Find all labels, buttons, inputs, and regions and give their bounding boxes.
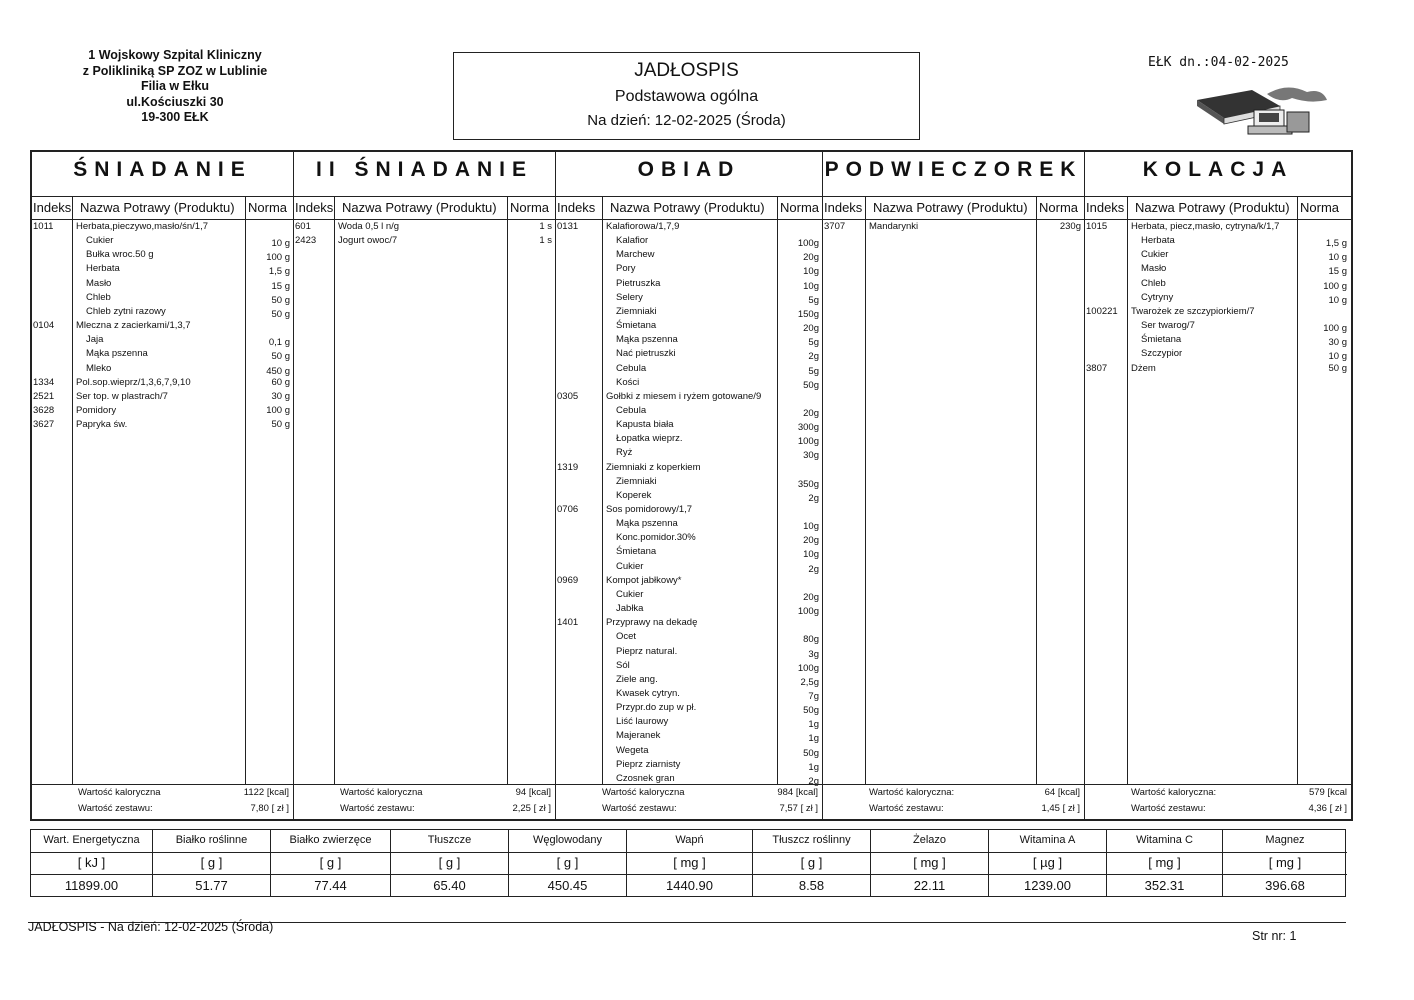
document-title: JADŁOSPIS (634, 60, 739, 81)
diet-name: Podstawowa ogólna (614, 88, 759, 105)
header-name: Nazwa Potrawy (Produktu) (342, 200, 497, 215)
item-name: Przypr.do zup w pł. (616, 702, 697, 714)
header-index: Indeks (1086, 200, 1125, 215)
item-name: Chleb (1141, 277, 1166, 289)
title-box (453, 52, 920, 140)
item-norm: 350g (797, 478, 819, 490)
item-norm: 50 g (271, 351, 290, 363)
page-number: Str nr: 1 (1252, 929, 1297, 943)
item-name: Cebula (616, 362, 647, 374)
meal-title: ŚNIADANIE (73, 158, 252, 181)
item-norm: 7g (808, 690, 819, 702)
cost-label: Wartość zestawu: (78, 803, 153, 814)
nutrient-unit: [ mg ] (627, 855, 752, 875)
item-name: Kalafiorowa/1,7,9 (606, 221, 680, 232)
item-name: Chleb (86, 291, 111, 303)
item-name: Pol.sop.wieprz/1,3,6,7,9,10 (76, 376, 191, 388)
item-name: Pieprz ziarnisty (616, 758, 681, 770)
issue-date: EŁK dn.:04-02-2025 (1148, 55, 1289, 70)
item-norm: 15 g (271, 280, 290, 292)
cost-value: 7,57 [ zł ] (779, 803, 818, 814)
item-norm: 10 g (271, 238, 290, 250)
nutrient-value: 1440.90 (666, 878, 713, 893)
nutrient-label: Magnez (1223, 834, 1347, 853)
nutrient-unit: [ g ] (509, 855, 626, 875)
calories-label: Wartość kaloryczna (602, 787, 685, 798)
item-norm: 20g (803, 252, 819, 264)
nutrient-value: 450.45 (547, 878, 588, 893)
item-norm: 20g (803, 407, 819, 419)
nutrient-unit: [ g ] (753, 855, 870, 875)
item-index: 1015 (1086, 221, 1108, 232)
item-norm: 20g (803, 535, 819, 547)
book-computer-logo (1192, 82, 1332, 142)
item-norm: 1,5 g (1325, 238, 1347, 250)
nutrient-cell (271, 830, 391, 896)
nutrient-cell (509, 830, 627, 896)
item-norm: 1g (808, 733, 819, 745)
item-norm: 80g (803, 634, 819, 646)
header-name: Nazwa Potrawy (Produktu) (80, 200, 235, 215)
item-norm: 100 g (1323, 280, 1347, 292)
item-index: 3627 (33, 419, 55, 431)
item-norm: 5g (808, 337, 819, 349)
item-name: Śmietana (1141, 334, 1182, 346)
header-index: Indeks (824, 200, 863, 215)
item-name: Dżem (1131, 362, 1156, 374)
nutrient-cell (627, 830, 753, 896)
item-name: Cukier (616, 560, 644, 572)
item-name: Jabłka (616, 603, 644, 615)
nutrient-cell (871, 830, 989, 896)
cost-value: 1,45 [ zł ] (1041, 803, 1080, 814)
item-norm: 10 g (1328, 252, 1347, 264)
item-norm: 10g (803, 266, 819, 278)
item-norm: 50 g (271, 308, 290, 320)
item-norm: 50g (803, 705, 819, 717)
item-name: Śmietana (616, 546, 657, 558)
hospital-line: z Polikliniką SP ZOZ w Lublinie (82, 63, 268, 78)
item-index: 1401 (557, 617, 579, 629)
nutrient-cell (1107, 830, 1223, 896)
item-norm: 100 g (266, 404, 290, 416)
item-name: Kości (616, 376, 640, 388)
nutrient-value: 77.44 (314, 878, 347, 893)
column-divider (602, 196, 603, 785)
item-norm: 100g (797, 662, 819, 674)
item-name: Jaja (86, 334, 104, 346)
item-norm: 1 s (539, 221, 552, 232)
item-norm: 1 s (539, 235, 552, 247)
nutrient-cell (391, 830, 509, 896)
item-index: 2423 (295, 235, 317, 247)
hospital-address (40, 48, 310, 126)
item-name: Cukier (1141, 249, 1169, 261)
meal-column (823, 152, 1085, 819)
calories-value: 984 [kcal] (777, 787, 818, 798)
item-name: Ocet (616, 631, 637, 643)
nutrient-label: Wapń (627, 834, 752, 853)
item-norm: 1,5 g (268, 266, 290, 278)
nutrient-label: Wart. Energetyczna (31, 834, 152, 853)
hospital-line: ul.Kościuszki 30 (126, 94, 224, 109)
item-name: Mandarynki (869, 221, 919, 232)
cost-label: Wartość zestawu: (1131, 803, 1206, 814)
nutrient-cell (753, 830, 871, 896)
header-index: Indeks (557, 200, 596, 215)
nutrient-unit: [ kJ ] (31, 855, 152, 875)
column-header (823, 196, 1084, 220)
item-name: Bułka wroc.50 g (86, 249, 154, 261)
item-norm: 2g (808, 563, 819, 575)
item-norm: 100 g (266, 252, 290, 264)
nutrient-label: Tłuszcz roślinny (753, 834, 870, 853)
item-norm: 10g (803, 280, 819, 292)
meal-column (1085, 152, 1351, 819)
item-name: Herbata, piecz,masło, cytryna/k/1,7 (1131, 221, 1280, 232)
meal-column (32, 152, 294, 819)
item-index: 1011 (33, 221, 54, 232)
nutrient-label: Witamina A (989, 834, 1106, 853)
item-name: Kalafior (616, 235, 649, 247)
item-norm: 1g (808, 719, 819, 731)
header-norm: Norma (510, 200, 550, 215)
meals-table (30, 150, 1353, 821)
item-norm: 5g (808, 294, 819, 306)
item-norm: 30 g (1328, 337, 1347, 349)
item-index: 2521 (33, 390, 55, 402)
column-header (1085, 196, 1351, 220)
nutrient-value: 352.31 (1144, 878, 1185, 893)
item-name: Łopatka wieprz. (616, 433, 683, 445)
item-name: Marchew (616, 249, 655, 261)
item-index: 601 (295, 221, 311, 232)
item-name: Twarożek ze szczypiorkiem/7 (1131, 305, 1255, 317)
item-index: 3707 (824, 221, 846, 232)
meal-title: KOLACJA (1142, 158, 1294, 181)
item-norm: 300g (797, 422, 819, 434)
item-name: Majeranek (616, 730, 661, 742)
nutrient-label: Żelazo (871, 834, 988, 853)
nutrient-value: 51.77 (195, 878, 228, 893)
nutrient-unit: [ µg ] (989, 855, 1106, 875)
item-name: Liść laurowy (616, 716, 669, 728)
hospital-line: Filia w Ełku (140, 79, 210, 93)
nutrient-unit: [ mg ] (871, 855, 988, 875)
nutrient-value: 11899.00 (64, 878, 119, 893)
nutrient-unit: [ mg ] (1223, 855, 1347, 875)
item-name: Pieprz natural. (616, 645, 678, 657)
nutrient-unit: [ g ] (153, 855, 270, 875)
item-name: Selery (616, 291, 643, 303)
item-name: Konc.pomidor.30% (616, 532, 696, 544)
cost-label: Wartość zestawu: (869, 803, 944, 814)
calories-label: Wartość kaloryczna (340, 787, 423, 798)
item-norm: 450 g (266, 365, 290, 377)
item-name: Herbata (1141, 235, 1175, 247)
item-norm: 1g (808, 761, 819, 773)
nutrient-cell (153, 830, 271, 896)
item-name: Szczypior (1141, 348, 1183, 360)
item-index: 1334 (33, 376, 55, 388)
nutrient-unit: [ g ] (391, 855, 508, 875)
item-name: Kompot jabłkowy* (606, 574, 682, 586)
item-norm: 50 g (271, 419, 290, 431)
item-name: Jogurt owoc/7 (338, 235, 398, 247)
item-name: Mleko (86, 362, 112, 374)
item-norm: 10 g (1328, 294, 1347, 306)
item-norm: 10g (803, 521, 819, 533)
item-name: Kapusta biała (616, 419, 674, 431)
item-index: 100221 (1086, 305, 1118, 317)
item-norm: 15 g (1328, 266, 1347, 278)
item-name: Wegeta (616, 744, 649, 756)
meal-summary (1085, 784, 1351, 819)
item-norm: 100g (797, 436, 819, 448)
item-norm: 10g (803, 549, 819, 561)
item-norm: 50 g (1328, 362, 1347, 374)
item-name: Masło (86, 277, 112, 289)
header-index: Indeks (295, 200, 334, 215)
nutrient-value: 1239.00 (1024, 878, 1071, 893)
item-index: 0305 (557, 390, 579, 402)
meal-summary (823, 784, 1084, 819)
hospital-line: 1 Wojskowy Szpital Kliniczny (88, 48, 262, 62)
meal-title: OBIAD (637, 158, 741, 181)
nutrient-label: Białko roślinne (153, 834, 270, 853)
menu-date: Na dzień: 12-02-2025 (Środa) (587, 112, 786, 129)
calories-value: 579 [kcal (1308, 787, 1347, 798)
calories-value: 64 [kcal] (1044, 787, 1080, 798)
item-index: 3807 (1086, 362, 1108, 374)
cost-label: Wartość zestawu: (602, 803, 677, 814)
item-norm: 60 g (271, 376, 290, 388)
nutrient-label: Tłuszcze (391, 834, 508, 853)
column-divider (865, 196, 866, 785)
item-name: Herbata,pieczywo,masło/śn/1,7 (76, 221, 209, 232)
item-norm: 3g (808, 648, 819, 660)
item-norm: 2g (808, 775, 819, 787)
nutrient-value: 8.58 (798, 878, 825, 893)
item-name: Nać pietruszki (616, 348, 676, 360)
item-norm: 10 g (1328, 351, 1347, 363)
nutrient-cell (989, 830, 1107, 896)
meal-summary (32, 784, 293, 819)
nutrient-value: 22.11 (913, 878, 946, 893)
meal-column (294, 152, 556, 819)
footer-text: JADŁOSPIS - Na dzień: 12-02-2025 (Środa) (28, 920, 274, 934)
item-index: 3628 (33, 404, 55, 416)
item-index: 0706 (557, 504, 579, 515)
column-divider (1036, 196, 1037, 785)
header-index: Indeks (33, 200, 72, 215)
item-name: Czosnek gran (616, 772, 675, 784)
item-name: Gołbki z miesem i ryżem gotowane/9 (606, 390, 762, 402)
item-norm: 2g (808, 492, 819, 504)
header-name: Nazwa Potrawy (Produktu) (873, 200, 1028, 215)
item-name: Cukier (86, 235, 114, 247)
header-norm: Norma (1039, 200, 1079, 215)
header-norm: Norma (1300, 200, 1340, 215)
item-index: 0131 (557, 221, 579, 232)
item-name: Mąka pszenna (616, 334, 678, 346)
column-divider (1127, 196, 1128, 785)
item-name: Mleczna z zacierkami/1,3,7 (76, 320, 191, 332)
item-norm: 230g (1059, 221, 1081, 232)
column-header (556, 196, 822, 220)
item-norm: 2,5g (800, 676, 819, 688)
item-norm: 50g (803, 379, 819, 391)
meal-title: PODWIECZOREK (824, 158, 1083, 181)
item-name: Cytryny (1141, 291, 1174, 303)
hospital-line: 19-300 EŁK (141, 110, 209, 124)
cost-value: 4,36 [ zł ] (1308, 803, 1347, 814)
meal-summary (294, 784, 555, 819)
item-name: Masło (1141, 263, 1167, 275)
item-name: Mąka pszenna (86, 348, 148, 360)
item-name: Ziemniaki (616, 475, 657, 487)
item-name: Chleb zytni razowy (86, 305, 166, 317)
item-name: Ziemniaki z koperkiem (606, 461, 701, 473)
item-norm: 50 g (271, 294, 290, 306)
item-name: Sos pomidorowy/1,7 (606, 504, 693, 515)
item-name: Przyprawy na dekadę (606, 617, 698, 629)
nutrient-value: 65.40 (433, 878, 466, 893)
item-name: Sól (616, 659, 630, 671)
nutrient-cell (1223, 830, 1347, 896)
calories-label: Wartość kaloryczna (78, 787, 161, 798)
item-norm: 30g (803, 450, 819, 462)
item-name: Ser twarog/7 (1141, 320, 1195, 332)
item-name: Ser top. w plastrach/7 (76, 390, 168, 402)
item-name: Pietruszka (616, 277, 661, 289)
nutrient-label: Węglowodany (509, 834, 626, 853)
nutrient-value: 396.68 (1265, 878, 1305, 893)
item-name: Mąka pszenna (616, 518, 678, 530)
item-index: 1319 (557, 461, 579, 473)
nutrient-label: Witamina C (1107, 834, 1222, 853)
header-name: Nazwa Potrawy (Produktu) (610, 200, 765, 215)
calories-label: Wartość kaloryczna: (869, 787, 955, 798)
column-divider (334, 196, 335, 785)
column-divider (72, 196, 73, 785)
nutrient-label: Białko zwierzęce (271, 834, 390, 853)
nutrient-cell (31, 830, 153, 896)
meal-title: II ŚNIADANIE (315, 158, 533, 181)
item-name: Ziemniaki (616, 305, 657, 317)
nutrient-unit: [ mg ] (1107, 855, 1222, 875)
nutrient-unit: [ g ] (271, 855, 390, 875)
calories-label: Wartość kaloryczna: (1131, 787, 1217, 798)
item-norm: 100 g (1323, 323, 1347, 335)
header-norm: Norma (248, 200, 288, 215)
item-name: Papryka św. (76, 419, 128, 431)
item-norm: 0,1 g (268, 337, 290, 349)
item-name: Ryż (616, 447, 633, 459)
item-name: Koperek (616, 489, 652, 501)
cost-value: 2,25 [ zł ] (512, 803, 551, 814)
item-norm: 150g (797, 308, 819, 320)
item-name: Cukier (616, 588, 644, 600)
item-name: Pory (616, 263, 636, 275)
column-divider (507, 196, 508, 785)
header-norm: Norma (780, 200, 820, 215)
item-norm: 20g (803, 591, 819, 603)
item-name: Pomidory (76, 404, 117, 416)
item-name: Kwasek cytryn. (616, 687, 680, 699)
cost-value: 7,80 [ zł ] (250, 803, 289, 814)
item-norm: 2g (808, 351, 819, 363)
item-name: Śmietana (616, 320, 657, 332)
item-norm: 100g (797, 238, 819, 250)
item-name: Cebula (616, 404, 647, 416)
calories-value: 94 [kcal] (515, 787, 551, 798)
item-norm: 100g (797, 606, 819, 618)
item-name: Woda 0,5 l n/g (338, 221, 400, 232)
item-name: Ziele ang. (616, 673, 658, 685)
item-index: 0104 (33, 320, 55, 332)
item-name: Herbata (86, 263, 120, 275)
item-norm: 50g (803, 747, 819, 759)
meal-column (556, 152, 823, 819)
item-norm: 5g (808, 365, 819, 377)
calories-value: 1122 [kcal] (243, 787, 289, 798)
nutrition-summary (30, 829, 1346, 897)
cost-label: Wartość zestawu: (340, 803, 415, 814)
item-index: 0969 (557, 574, 579, 586)
header-name: Nazwa Potrawy (Produktu) (1135, 200, 1290, 215)
item-norm: 30 g (271, 390, 290, 402)
meal-summary (556, 784, 822, 819)
item-norm: 20g (803, 323, 819, 335)
